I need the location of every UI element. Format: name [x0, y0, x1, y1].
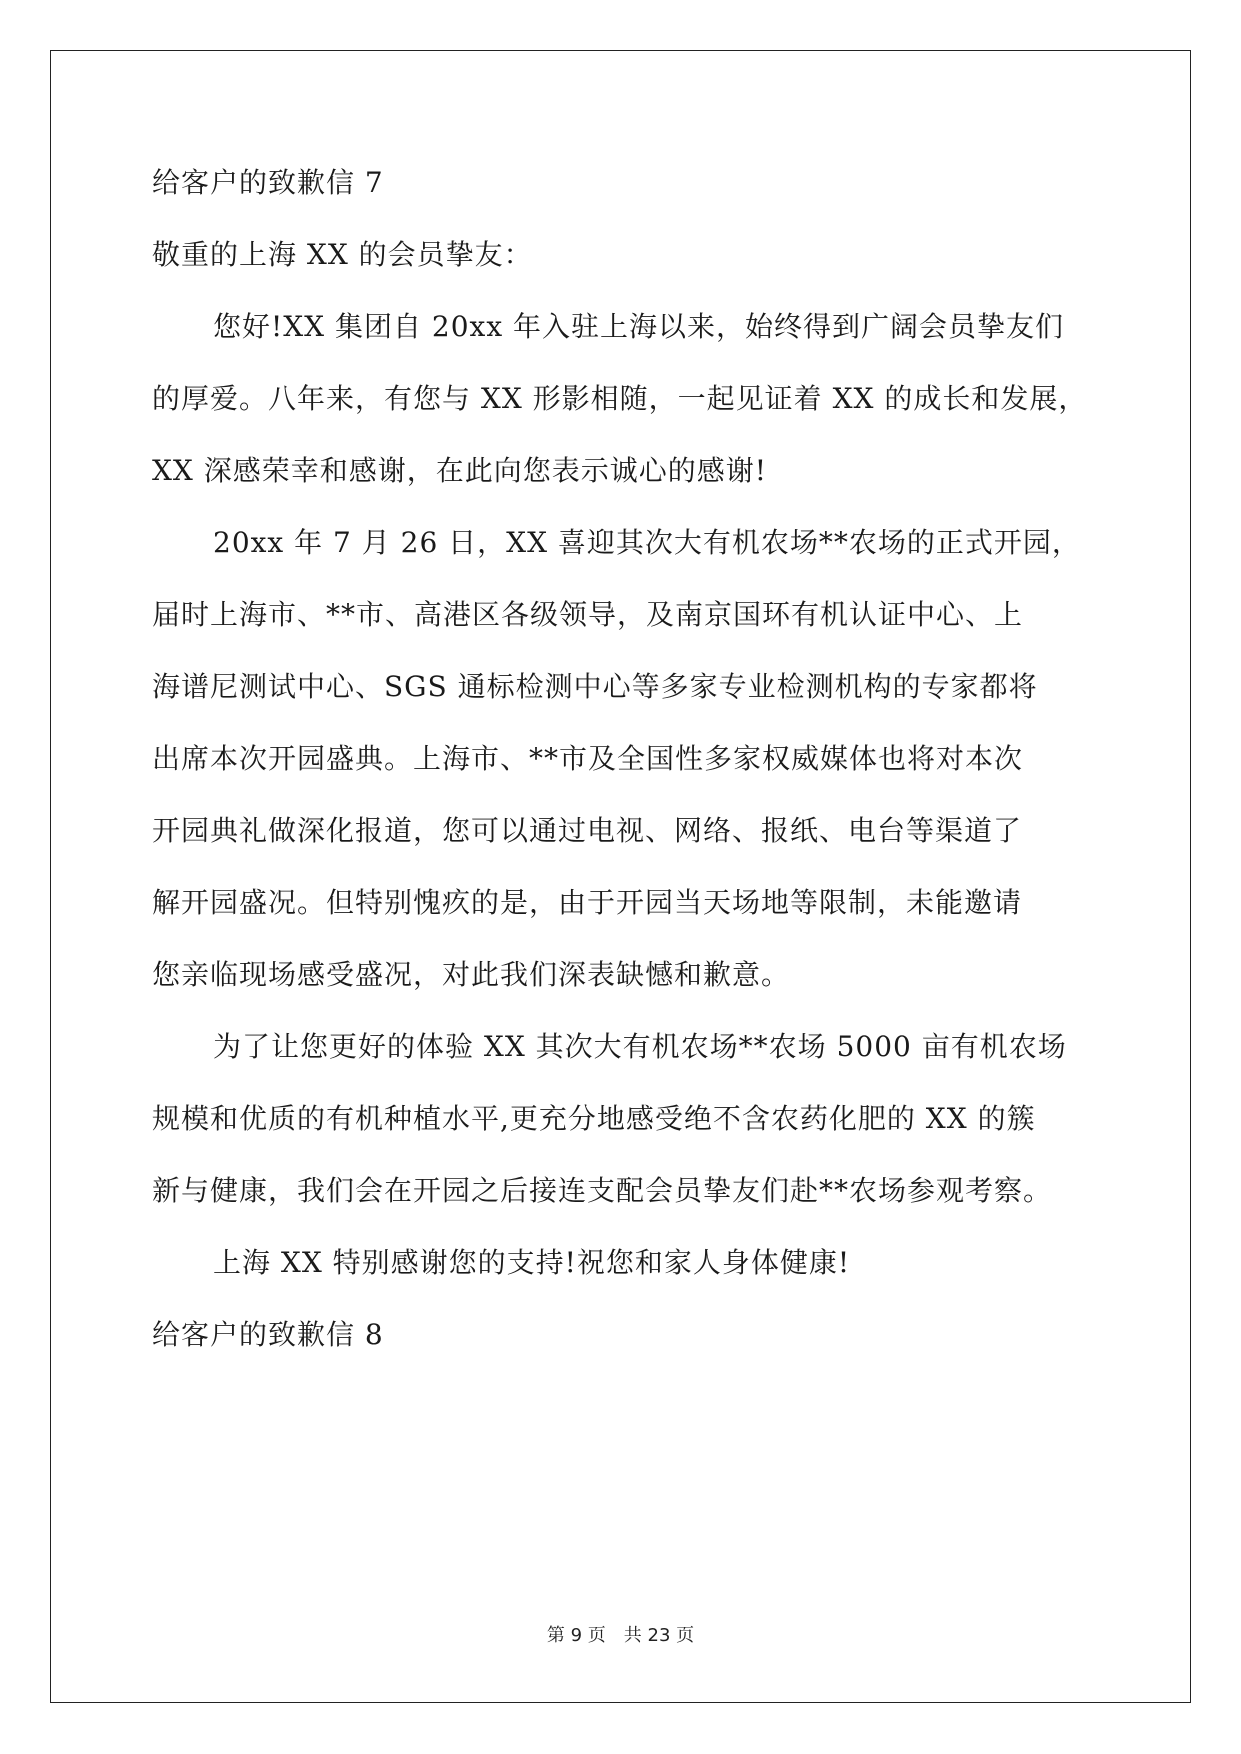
paragraph-line: 您好!XX 集团自 20xx 年入驻上海以来，始终得到广阔会员挚友们: [213, 310, 1065, 343]
paragraph-line: 您亲临现场感受盛况，对此我们深表缺憾和歉意。: [152, 958, 791, 991]
paragraph-line: 规模和优质的有机种植水平,更充分地感受绝不含农药化肥的 XX 的簇: [152, 1102, 1036, 1135]
page-total: 共 23 页: [623, 1625, 695, 1646]
salutation: 敬重的上海 XX 的会员挚友：: [152, 238, 533, 271]
paragraph-line: 新与健康，我们会在开园之后接连支配会员挚友们赴**农场参观考察。: [152, 1174, 1053, 1207]
page-footer: [0, 1621, 1241, 1647]
paragraph-line: 解开园盛况。但特别愧疚的是，由于开园当天场地等限制，未能邀请: [152, 886, 1023, 919]
letter-heading: 给客户的致歉信 7: [152, 166, 384, 199]
page-number: 第 9 页: [546, 1625, 606, 1646]
paragraph-line: 开园典礼做深化报道，您可以通过电视、网络、报纸、电台等渠道了: [152, 814, 1023, 847]
paragraph-line: 上海 XX 特别感谢您的支持!祝您和家人身体健康!: [213, 1246, 851, 1279]
paragraph-line: 的厚爱。八年来，有您与 XX 形影相随，一起见证着 XX 的成长和发展，: [152, 382, 1088, 415]
page-frame: [50, 50, 1191, 1703]
paragraph-line: XX 深感荣幸和感谢，在此向您表示诚心的感谢!: [152, 454, 768, 487]
paragraph-line: 20xx 年 7 月 26 日，XX 喜迎其次大有机农场**农场的正式开园，: [213, 526, 1081, 559]
paragraph-line: 海谱尼测试中心、SGS 通标检测中心等多家专业检测机构的专家都将: [152, 670, 1038, 703]
paragraph-line: 届时上海市、**市、高港区各级领导，及南京国环有机认证中心、上: [152, 598, 1024, 631]
paragraph-line: 为了让您更好的体验 XX 其次大有机农场**农场 5000 亩有机农场: [213, 1030, 1067, 1063]
paragraph-line: 出席本次开园盛典。上海市、**市及全国性多家权威媒体也将对本次: [152, 742, 1024, 775]
next-letter-heading: 给客户的致歉信 8: [152, 1318, 384, 1351]
